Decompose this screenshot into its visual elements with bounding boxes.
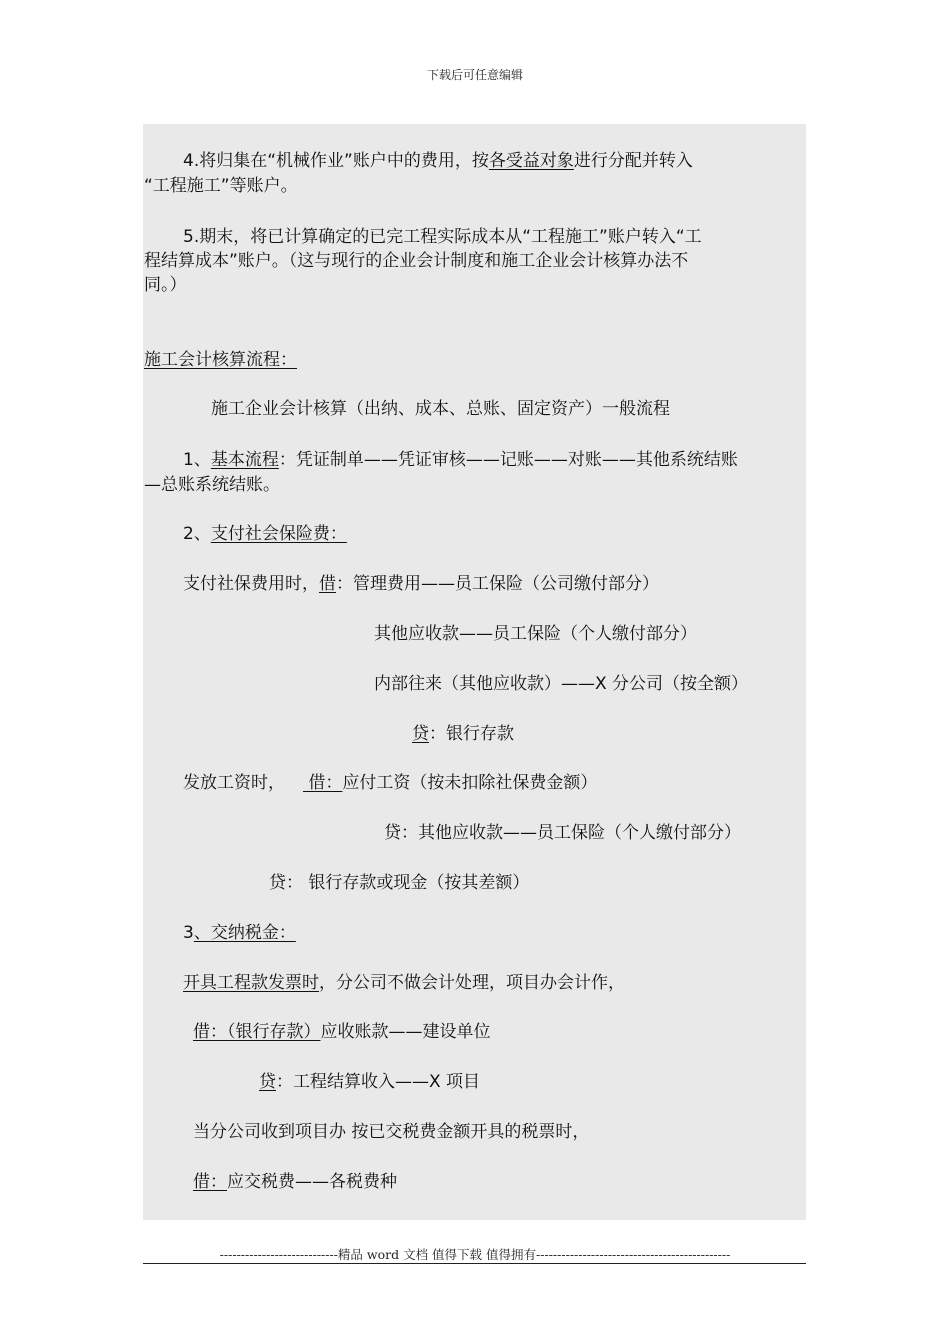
paragraph-5-line-3: 同。） <box>144 275 187 295</box>
flow-heading: 施工会计核算流程： <box>144 350 297 370</box>
flow-title: 施工企业会计核算（出纳、成本、总账、固定资产）一般流程 <box>211 399 670 419</box>
step-3-heading: 3、交纳税金： <box>183 923 296 943</box>
page-footer: ----------------------------精品 word 文档 值得下载 值得拥有---------------------------------------------- <box>219 1247 731 1262</box>
entry-payroll-credit-2: 贷： 银行存款或现金（按其差额） <box>269 873 530 893</box>
step-1-line-2: —总账系统结账。 <box>144 475 280 495</box>
entry-other-receivable: 其他应收款——员工保险（个人缴付部分） <box>374 624 697 644</box>
page-header: 下载后可任意编辑 <box>426 68 523 82</box>
step-1-line-1: 1、基本流程：凭证制单——凭证审核——记账——对账——其他系统结账 <box>183 450 738 470</box>
tax-debit-payable: 借：应交税费——各税费种 <box>193 1172 397 1192</box>
paragraph-5-line-2: 程结算成本”账户。（这与现行的企业会计制度和施工企业会计核算办法不 <box>144 251 689 271</box>
entry-bank-credit: 贷：银行存款 <box>412 724 514 744</box>
entry-social-insurance-debit: 支付社保费用时，借：管理费用——员工保险（公司缴付部分） <box>183 574 659 594</box>
paragraph-4-line-2: “工程施工”等账户。 <box>144 176 298 196</box>
footer-rule <box>143 1263 806 1264</box>
tax-credit-revenue: 贷：工程结算收入——X 项目 <box>259 1072 481 1092</box>
tax-debit-receivable: 借：（银行存款）应收账款——建设单位 <box>193 1022 491 1042</box>
entry-payroll-debit: 发放工资时， 借：应付工资（按未扣除社保费金额） <box>183 773 598 793</box>
tax-receipt-line: 当分公司收到项目办 按已交税费金额开具的税票时， <box>193 1122 590 1142</box>
paragraph-5-line-1: 5.期末，将已计算确定的已完工程实际成本从“工程施工”账户转入“工 <box>183 227 702 247</box>
step-2-heading: 2、支付社会保险费： <box>183 524 347 544</box>
paragraph-4-line-1: 4.将归集在“机械作业”账户中的费用，按各受益对象进行分配并转入 <box>183 151 693 171</box>
tax-invoice-line: 开具工程款发票时，分公司不做会计处理，项目办会计作， <box>183 973 625 993</box>
entry-internal-transfer: 内部往来（其他应收款）——X 分公司（按全额） <box>374 674 749 694</box>
entry-payroll-credit-1: 贷：其他应收款——员工保险（个人缴付部分） <box>384 823 741 843</box>
